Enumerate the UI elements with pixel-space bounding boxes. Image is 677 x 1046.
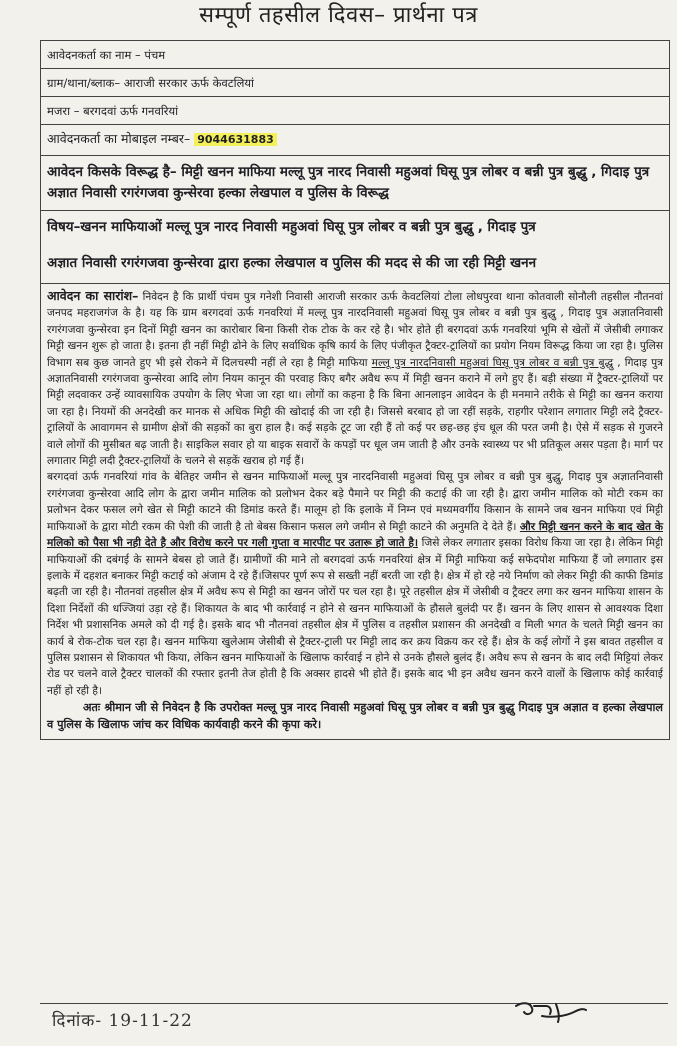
summary-p2-underlined: और मिट्टी खनन करने के बाद खेत के मलिको को पैसा भी नही देते है और विरोध करने पर गली गुप्ता व मारपीट पर उतारू हो जाते है। bbox=[47, 520, 663, 550]
mobile-label: आवेदनकर्ता का मोबाइल नम्बर– bbox=[47, 131, 191, 146]
subject-row bbox=[41, 211, 669, 284]
mobile-number: 9044631883 bbox=[194, 133, 277, 146]
applicant-name-row: आवेदनकर्ता का नाम – पंचम bbox=[41, 41, 669, 69]
summary-paragraph-2 bbox=[47, 469, 663, 699]
summary-paragraph-1 bbox=[47, 288, 663, 469]
page-title: सम्पूर्ण तहसील दिवस– प्रार्थना पत्र bbox=[199, 3, 478, 28]
application-form bbox=[40, 40, 670, 740]
mobile-row bbox=[41, 125, 669, 156]
prayer-text: अतः श्रीमान जी से निवेदन है कि उपरोक्त मल्लू पुत्र नारद निवासी महुअवां घिसू पुत्र लोबर व बन्नी पुत्र बुद्धु गिदाइ पुत्र अज्ञात व हल्का लेखपाल व पुलिस के खिलाफ जांच कर विधिक कार्यवाही करने की कृपा करे। bbox=[47, 701, 663, 732]
signature-icon bbox=[512, 1000, 592, 1026]
majra-row: मजरा – बरगदवां ऊर्फ गनवरियां bbox=[41, 97, 669, 125]
summary-p1-text-a: निवेदन है कि प्रार्थी पंचम पुत्र गनेशी निवासी आराजी सरकार ऊर्फ केवटलियां टोला लोधपुरवा थाना कोतवाली सोनौली तहसील नौतनवां जनपद महराजगंज के है। यह कि ग्राम बरगदवां ऊर्फ गनवरियां में मल्लू पुत्र नारदनिवासी महुअवां घिसू पुत्र लोबर व बन्नी पुत्र बुद्धु , गिदाइ पुत्र अज्ञातनिवासी रगरंगजवा कुन्सेरवा इन दिनों मिट्टी खनन का कारोबार बिना किसी रोक टोक के कर रहे है। भोर होते ही बरगदवां ऊर्फ गनवरियां भूमि से खेतों में जेसीबी लगाकर मिट्टी खनन शुरू हो जाता है। इतना ही नहीं मिट्टी ढोने के लिए सर्वाधिक कृषि कार्य के लिए पंजीकृत ट्रैक्टर-ट्रालियों का प्रयोग नियम विरूद्ध किया जा रहा है। पुलिस विभाग सब कुछ जानते हुए भी इसे रोकने में दिलचस्पी नहीं ले रहा है मिट्टी माफिया bbox=[47, 291, 663, 369]
village-row: ग्राम/थाना/ब्लाक– आराजी सरकार ऊर्फ केवटलियां bbox=[41, 69, 669, 97]
summary-section bbox=[41, 284, 669, 739]
summary-p2-text-b: जिसे लेकर लगातार इसका विरोध किया जा रहा है। लेकिन मिट्टी माफियाओं की दबंगई के सामने बेबस हो जाते हैं। ग्रामीणों की माने तो बरगदवां ऊर्फ गनवरियां क्षेत्र में मिट्टी माफिया कई सफेदपोश माफिया हैं जो लगातार इस इलाके में दहशत बनाकर मिट्टी कटाई को अंजाम दे रहे हैं।जिसपर पूर्ण रूप से सख्ती नहीं बरती जा रही है। क्षेत्र में हो रहे नये निर्माण को लेकर मिट्टी की काफी डिमांड बढ़ती जा रही है। नौतनवां तहसील क्षेत्र में अवैध रूप से मिट्टी का खनन जोरों पर चल रहा है। पूरे तहसील क्षेत्र में जेसीबी व ट्रैक्टर लगा कर खनन माफिया शासन के दिशा निर्देशों की धज्जियां उड़ा रहे हैं। शिकायत के बाद भी कार्रवाई न होने से खनन माफियाओं के हौसले बुलंदी पर हैं। खनन के लिए शासन से आवश्यक दिशा निर्देश भी प्रशासनिक अमले को दी गई है। इसके बाद भी नौतनवां तहसील क्षेत्र में पुलिस व तहसील प्रशासन की अनदेखी व मिली भगत के चलते मिट्टी खनन का कार्य बे रोक-टोक चल रहा है। खनन माफिया खुलेआम जेसीबी से ट्रैक्टर-ट्राली पर मिट्टी लाद कर क्रय विक्रय कर रहे हैं। क्षेत्र के कई लोगों ने इस बावत तहसील व पुलिस प्रशासन से शिकायत भी किया, लेकिन खनन माफियाओं के खिलाफ कार्रवाई न होने से उनके हौसले बुलंद हैं। अवैध रूप से खनन के बाद लदी मिट्टियां लेकर रोड पर चलने वाले ट्रैक्टर चालकों की रफ्तार इतनी तेज होती है कि अक्सर हादसे भी होते हैं। इसके बाद भी इन अवैध खनन करने वालों के खिलाफ कोई कार्रवाई नहीं हो रही है। bbox=[47, 537, 663, 697]
subject-line-2: अज्ञात निवासी रगरंगजवा कुन्सेरवा द्वारा हल्का लेखपाल व पुलिस की मदद से की जा रही मिट्टी खनन bbox=[47, 255, 537, 271]
signature bbox=[512, 1000, 592, 1026]
against-row: आवेदन किसके विरूद्ध है– मिट्टी खनन माफिया मल्लू पुत्र नारद निवासी महुअवां घिसू पुत्र लोबर व बन्नी पुत्र बुद्धु , गिदाइ पुत्र अज्ञात निवासी रगरंगजवा कुन्सेरवा हल्का लेखपाल व पुलिस के विरूद्ध bbox=[41, 156, 669, 211]
summary-p1-underlined: मल्लू पुत्र नारदनिवासी महुअवां घिसू पुत्र लोबर व बन्नी पुत्र बुद्धु bbox=[371, 356, 614, 369]
subject-line-1: विषय–खनन माफियाओं मल्लू पुत्र नारद निवासी महुअवां घिसू पुत्र लोबर व बन्नी पुत्र बुद्धु , गिदाइ पुत्र bbox=[47, 219, 536, 235]
summary-lead: आवेदन का सारांश– bbox=[47, 288, 139, 303]
date-note: दिनांक- 19-11-22 bbox=[52, 1011, 193, 1031]
summary-p2-text-a: बरगदवां ऊर्फ गनवरियां गांव के बेतिहर जमीन से खनन माफियाओं मल्लू पुत्र नारदनिवासी महुअवां घिसू पुत्र लोबर व बन्नी पुत्र बुद्धु, गिदाइ पुत्र अज्ञातनिवासी रगरंगजवा कुन्सेरवा आदि लोग के द्वारा जमीन मालिक को प्रलोभन देकर बड़े पैमाने पर मिट्टी की कटाई की जा रही है। द्वारा जमीन मालिक को मोटी रकम का प्रलोभन देकर फसल लगे खेत से मिट्टी काटने की डिमांड करते हैं। मालूम हो कि इलाके में निम्न एवं मध्यमवर्गीय किसान के सामने जब खनन माफिया एवं मिट्टी माफियाओं के द्वारा मोटी रकम की पेशी की जाती है तो बेबस किसान फसल लगे जमीन से मिट्टी काटने की अनुमति दे देते हैं। bbox=[47, 471, 663, 533]
summary-p1-text-b: , गिदाइ पुत्र अज्ञातनिवासी रगरंगजवा कुन्सेरवा आदि लोग नियम कानून की परवाह किए बगैर अवैध रूप में मिट्टी खनन कराने में लगे हुए हैं। बड़ी संख्या में ट्रैक्टर-ट्रालियों पर मिट्टी लदवाकर उन्हें व्यावसायिक उपयोग के लिए भेजा जा रहा था। लोगों का कहना है कि बिना आनलाइन आवेदन के ही मनमाने तरीके से मिट्टी का खनन कराया जा रहा है। नियमों की अनदेखी कर मानक से अधिक मिट्टी की खोदाई की जा रही है। जिससे बरबाद हो जा रहीं सड़के, राहगीर परेशान लगातार मिट्टी लदे ट्रैक्टर-ट्रालियों के आवागमन से ग्रामीण क्षेत्रों की सड़कों का बुरा हाल है। कई सड़के टूट जा रही हैं तो कई पर छह-छह इंच धूल की परत जमी है। ऐसे में सड़क से गुजरने वाले लोगों की मुसीबत बढ़ जाती है। साइकिल सवार हो या बाइक सवारों के कपड़ों पर धूल जम जाती है और उनके स्वास्थ्य पर भी प्रतिकूल असर पड़ता है। मार्ग पर लगातार मिट्टी लदी ट्रैक्टर-ट्रालियों के चलने से सड़कें खराब हो गई हैं। bbox=[47, 356, 663, 468]
